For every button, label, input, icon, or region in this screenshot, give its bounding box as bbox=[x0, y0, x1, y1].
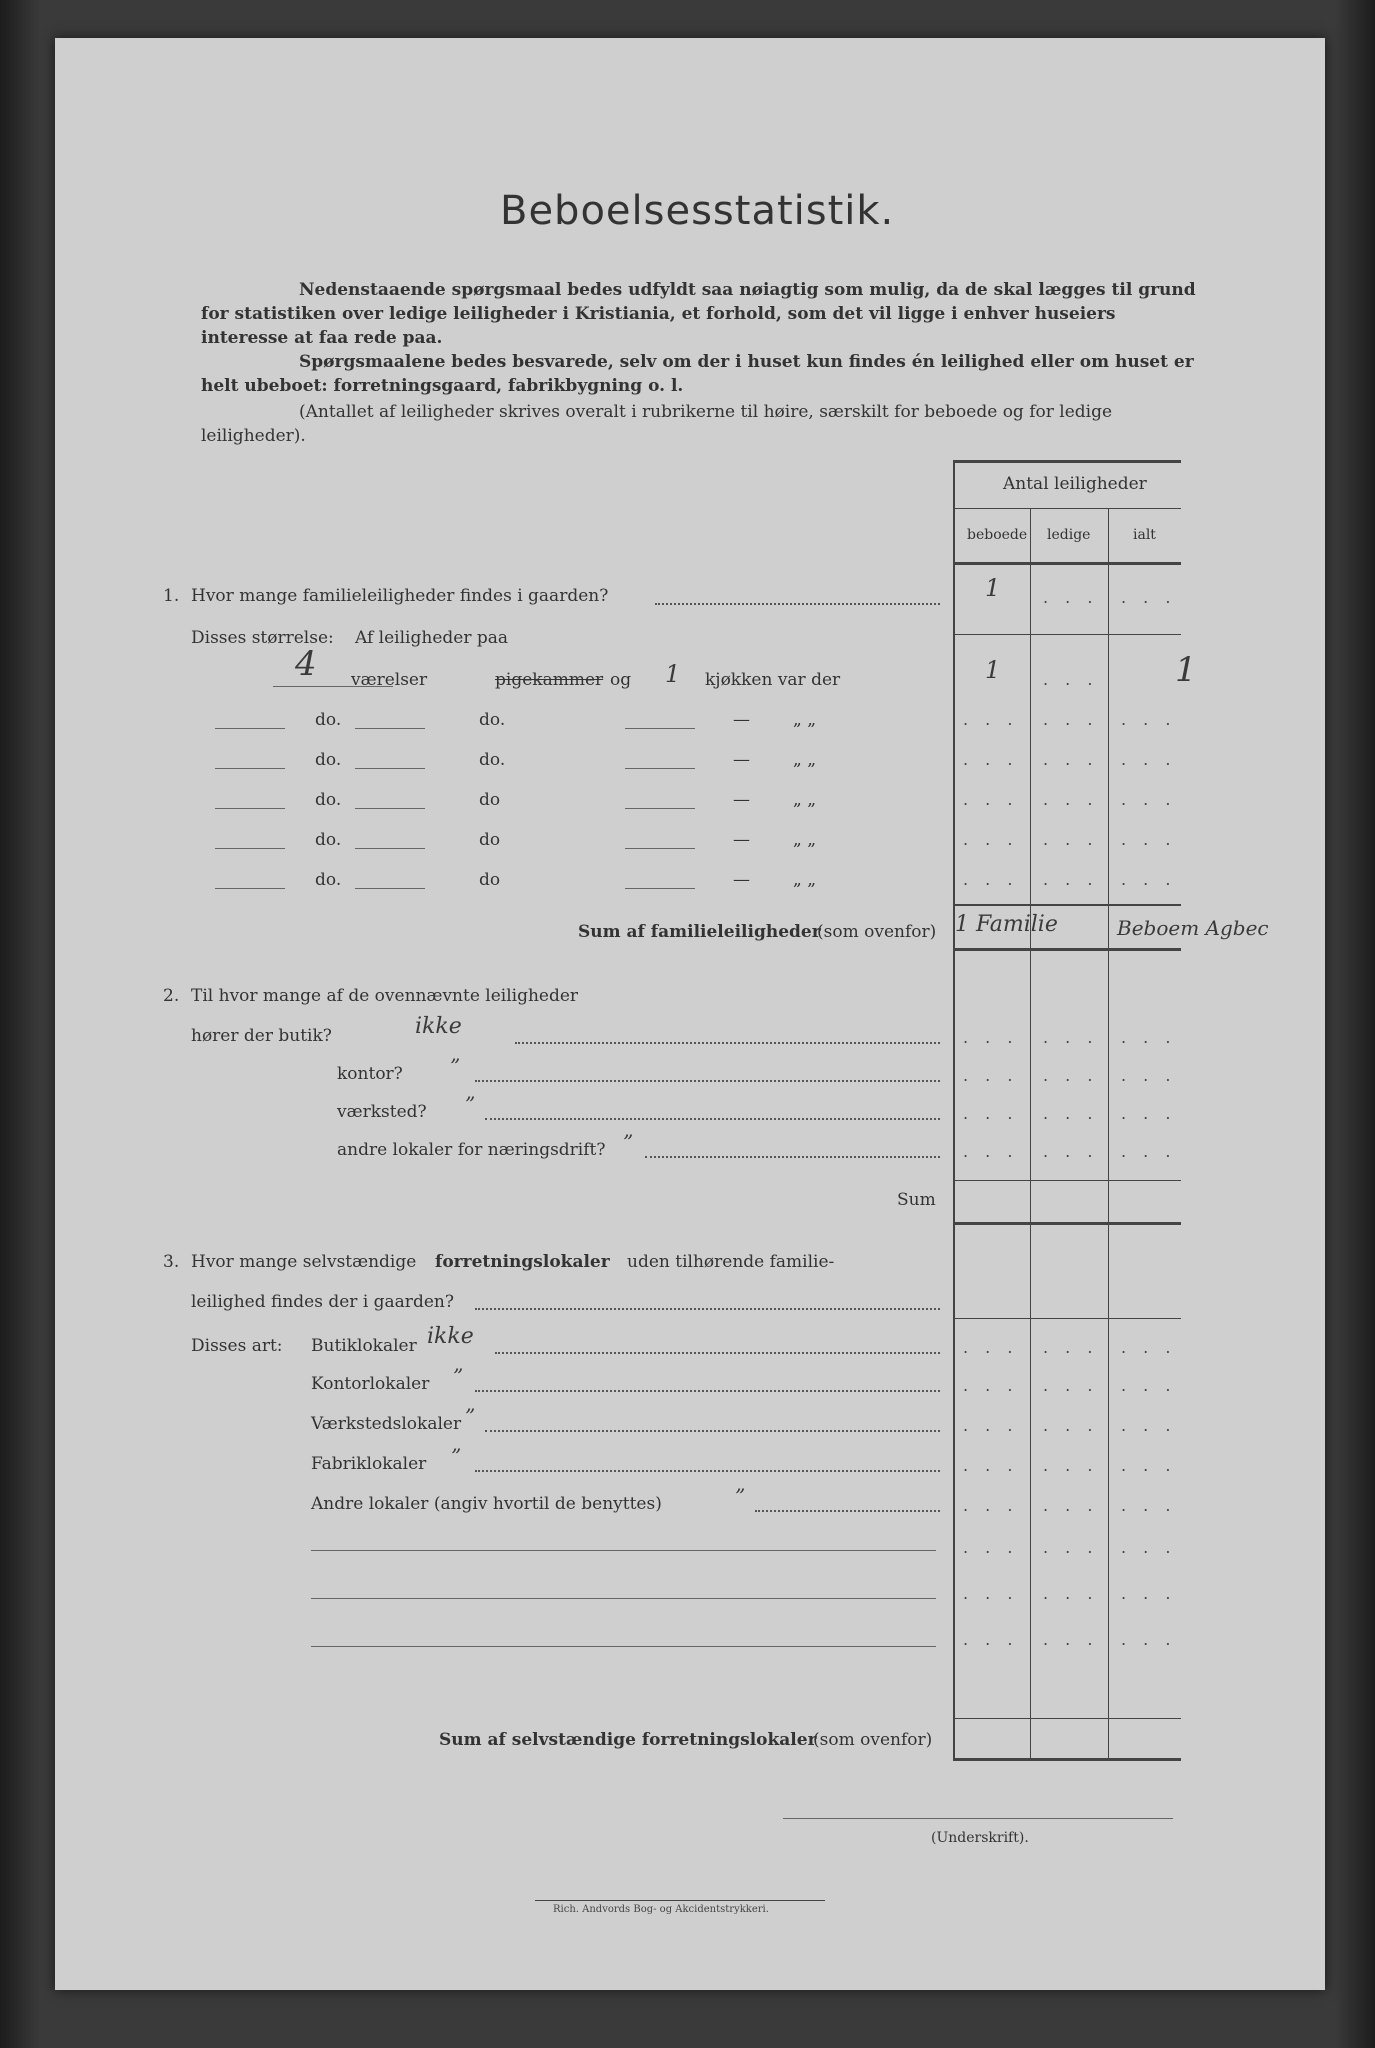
col-line-left bbox=[953, 460, 955, 1760]
q2-vaerksted-label: værksted? bbox=[337, 1102, 427, 1122]
q3-blank-line-3 bbox=[311, 1646, 936, 1647]
col-header-beboede: beboede bbox=[967, 527, 1028, 543]
q3-number: 3. bbox=[163, 1252, 180, 1272]
q1-row1-text: kjøkken var der bbox=[705, 670, 841, 690]
q2-vaerksted-answer: ” bbox=[465, 1092, 476, 1116]
printer-rule bbox=[535, 1900, 825, 1901]
q3-butik-answer: ikke bbox=[427, 1324, 474, 1349]
q1-row1-ledige-dots: . . . bbox=[1043, 670, 1099, 689]
q3-sum-top-rule bbox=[953, 1718, 1181, 1719]
q1-sum-top-rule bbox=[953, 904, 1181, 906]
q3-kontor-answer: ” bbox=[453, 1364, 464, 1388]
q1-row1-kitchen: 1 bbox=[665, 660, 681, 688]
q3-line1a: Hvor mange selvstændige bbox=[191, 1252, 417, 1272]
q2-andre-label: andre lokaler for næringsdrift? bbox=[337, 1140, 606, 1160]
q1-row1-og: og bbox=[610, 670, 632, 690]
q1-sum-hand-ialt: Beboem Agbec bbox=[1117, 916, 1269, 940]
form-page: Beboelsesstatistik. Nedenstaaende spørgsmaal bedes udfyldt saa nøiagtig som mulig, da de skal lægges til grund for statistiken over ledige leiligheder i Kristiania, et forhold, som det vil ligge i enhver huseiers interesse at faa rede paa. Spørgsmaalene bedes besvarede, selv om der i huset kun findes én leilighed eller om huset er helt ubeboet: forretningsgaard, fabrikbygning o. l. (Antallet af leiligheder skrives overalt i rubrikerne til høire, særskilt for beboede og for ledige leiligheder). Antal leiligheder beboede ledige ialt 1. Hvor mange familieleiligheder findes i gaarden? 1 . . . . . . Disses størrelse: Af leiligheder paa 4 værelser pigekammer og 1 kjøkken var der 1 . . . 1 do. do. — „ „ . . . . . . . . . do. do. — „ „ . . . . . . . . . do. do — „ „ . . . . . . . . . do. do — „ „ . . . . . . . . . do. do — „ „ . . . . . . . . . Sum af familieleiligheder (som ovenfor) 1 Familie Beboem Agbec 2. Til hvor mange af de ovennævnte leiligheder hører der butik? ikke kontor? ” værksted? ” andre lokaler for næringsdrift? ” . . . . . . . . . . . . . . . . . . . . . . . . . . . . . . . . . . . . Sum 3. Hvor mange selvstændige forretningslokaler uden tilhørende familie- leilighed findes der i gaarden? Disses art: Butiklokaler ikke Kontorlokaler ” Værkstedslokaler ” Fabriklokaler ” Andre lokaler (angiv hvortil de benyttes) ” . . . . . . . . . . . . . . . . . . . . . . . . . . . . . . . . . . . . . . . . . . . . . . . . . . . . . . . . . . . . . . . . . . . . . . . . Sum af selvstændige forretningslokaler (som ovenfor) (Underskrift). Rich. Andvords Bog- og Akcidentstrykkeri. bbox=[55, 38, 1325, 1990]
q3-sum-bottom-rule bbox=[953, 1758, 1181, 1761]
q3-fabrik-label: Fabriklokaler bbox=[311, 1454, 427, 1474]
q1-row1-pigekammer: pigekammer bbox=[495, 670, 604, 690]
q3-blank-line-2 bbox=[311, 1598, 936, 1599]
q1-sum-hand-beboede: 1 Familie bbox=[955, 912, 1058, 937]
q1-question: Hvor mange familieleiligheder findes i gaarden? bbox=[191, 586, 609, 606]
q3-row-rule bbox=[953, 1318, 1181, 1319]
table-group-header: Antal leiligheder bbox=[1003, 474, 1147, 494]
q3-vaerksted-label: Værkstedslokaler bbox=[311, 1414, 462, 1434]
q2-kontor-label: kontor? bbox=[337, 1064, 403, 1084]
table-top-rule bbox=[953, 460, 1181, 463]
intro-p3-line1: (Antallet af leiligheder skrives overalt i rubrikerne til høire, særskilt for beboede og for ledige bbox=[299, 402, 1113, 422]
q1-row-rule bbox=[953, 634, 1181, 635]
q2-sum-label: Sum bbox=[897, 1190, 936, 1210]
q2-sum-top-rule bbox=[953, 1180, 1181, 1181]
q3-sum-suffix: (som ovenfor) bbox=[813, 1730, 933, 1750]
q2-sum-bottom-rule bbox=[953, 1222, 1181, 1225]
q1-size-sub: Af leiligheder paa bbox=[355, 628, 508, 648]
intro-p1-line1: Nedenstaaende spørgsmaal bedes udfyldt saa nøiagtig som mulig, da de skal lægges til grund bbox=[299, 280, 1196, 300]
signature-line bbox=[783, 1818, 1173, 1819]
intro-p1-line3: interesse at faa rede paa. bbox=[201, 328, 443, 348]
table-header-rule bbox=[953, 508, 1181, 509]
q2-number: 2. bbox=[163, 986, 180, 1006]
q1-ialt-dots: . . . bbox=[1121, 588, 1177, 607]
q1-sum-label: Sum af familieleiligheder bbox=[578, 922, 821, 942]
q1-size-label: Disses størrelse: bbox=[191, 628, 334, 648]
q2-andre-answer: ” bbox=[623, 1130, 634, 1154]
intro-p1-line2: for statistiken over ledige leiligheder i Kristiania, et forhold, som det vil ligge i enhver huseiers bbox=[201, 304, 1116, 324]
q3-line2: leilighed findes der i gaarden? bbox=[191, 1292, 454, 1312]
q3-andre-answer: ” bbox=[735, 1484, 746, 1508]
q1-leader-dots bbox=[655, 603, 940, 605]
signature-label: (Underskrift). bbox=[931, 1830, 1029, 1846]
intro-p2-line1: Spørgsmaalene bedes besvarede, selv om der i huset kun findes én leilighed eller om huset er bbox=[299, 352, 1194, 372]
q3-blank-line-1 bbox=[311, 1550, 936, 1551]
q1-row1-rooms: 4 bbox=[295, 644, 317, 684]
q1-row1-beboede: 1 bbox=[985, 656, 1001, 684]
q1-number: 1. bbox=[163, 586, 180, 606]
q3-fabrik-answer: ” bbox=[451, 1444, 462, 1468]
q2-kontor-answer: ” bbox=[450, 1054, 461, 1078]
q3-sum-label: Sum af selvstændige forretningslokaler bbox=[439, 1730, 817, 1750]
q3-line1b: forretningslokaler bbox=[435, 1252, 610, 1272]
page-title: Beboelsesstatistik. bbox=[500, 188, 895, 234]
q2-line1: Til hvor mange af de ovennævnte leiligheder bbox=[191, 986, 579, 1006]
q2-butik-answer: ikke bbox=[415, 1014, 462, 1039]
q3-andre-label: Andre lokaler (angiv hvortil de benyttes) bbox=[311, 1494, 662, 1514]
q1-ledige-dots: . . . bbox=[1043, 588, 1099, 607]
q3-kontor-label: Kontorlokaler bbox=[311, 1374, 430, 1394]
q3-art-label: Disses art: bbox=[191, 1336, 283, 1356]
col-header-ialt: ialt bbox=[1133, 527, 1156, 543]
col-line-mid2 bbox=[1108, 508, 1109, 1758]
q1-row1-vaerelser: værelser bbox=[351, 670, 428, 690]
col-header-ledige: ledige bbox=[1047, 527, 1091, 543]
q3-vaerksted-answer: ” bbox=[465, 1404, 476, 1428]
q1-row1-ialt: 1 bbox=[1175, 650, 1197, 690]
q3-line1c: uden tilhørende familie- bbox=[627, 1252, 835, 1272]
q1-answer-beboede: 1 bbox=[985, 574, 1001, 602]
col-line-mid1 bbox=[1030, 508, 1031, 1758]
q3-butik-label: Butiklokaler bbox=[311, 1336, 417, 1356]
q1-sum-suffix: (som ovenfor) bbox=[817, 922, 937, 942]
table-header-bottom-rule bbox=[953, 562, 1181, 565]
printer-credit: Rich. Andvords Bog- og Akcidentstrykkeri. bbox=[553, 1904, 769, 1915]
q2-butik-label: hører der butik? bbox=[191, 1026, 332, 1046]
q1-sum-bottom-rule bbox=[953, 948, 1181, 951]
intro-p3-line2: leiligheder). bbox=[201, 426, 306, 446]
intro-p2-line2: helt ubeboet: forretningsgaard, fabrikbygning o. l. bbox=[201, 376, 684, 396]
